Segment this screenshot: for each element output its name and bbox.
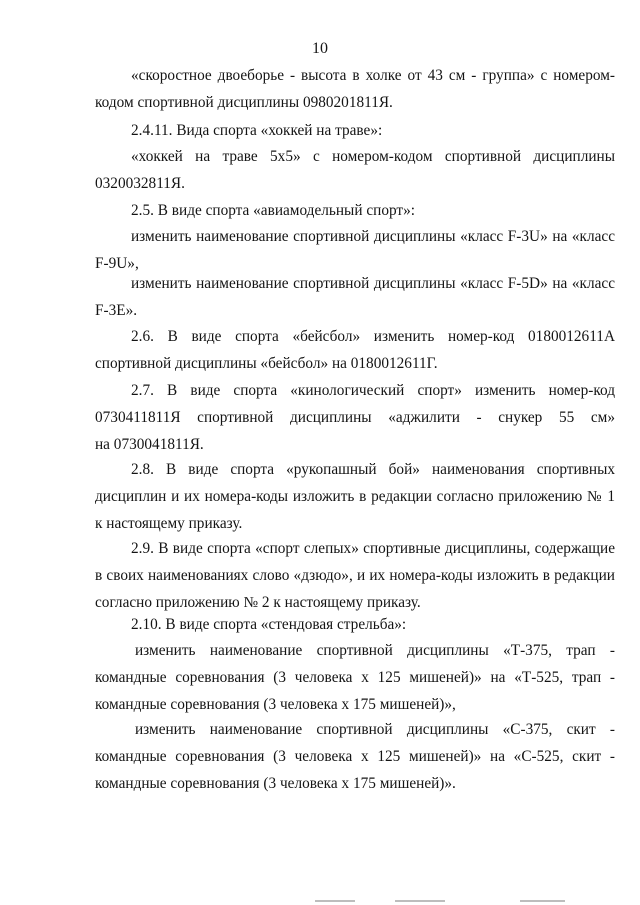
paragraph-item-2-6 xyxy=(95,323,615,377)
text-line: кодом спортивной дисциплины 0980201811Я. xyxy=(95,94,393,111)
text-line: 0320032811Я. xyxy=(95,175,185,192)
text-line: изменить наименование спортивной дисциплины «класс F-5D» на «класс xyxy=(131,275,615,292)
paragraph-speed-biathlon-code xyxy=(95,62,615,116)
paragraph-item-2-9 xyxy=(95,535,615,616)
text-line: согласно приложению № 2 к настоящему приказу. xyxy=(95,594,421,611)
text-line: изменить наименование спортивной дисциплины «Т-375, трап - xyxy=(135,642,615,659)
paragraph-item-2-7 xyxy=(95,377,615,458)
paragraph-field-hockey-discipline xyxy=(95,143,615,197)
text-line: «хоккей на траве 5х5» с номером-кодом спортивной дисциплины xyxy=(131,148,615,165)
scan-artifact xyxy=(395,900,445,902)
text-line: 2.8. В виде спорта «рукопашный бой» наименования спортивных xyxy=(131,461,615,478)
paragraph-f3u-rename xyxy=(95,223,615,277)
text-line: F-3E». xyxy=(95,302,138,319)
text-line: спортивной дисциплины «бейсбол» на 0180012611Г. xyxy=(95,355,438,372)
scan-artifact xyxy=(315,900,355,902)
text-line: 2.5. В виде спорта «авиамодельный спорт»: xyxy=(131,202,415,219)
text-line: командные соревнования (3 человека х 175 мишеней)», xyxy=(95,696,456,713)
text-line: изменить наименование спортивной дисциплины «С-375, скит - xyxy=(135,721,615,738)
text-line: командные соревнования (3 человека х 175 мишеней)». xyxy=(95,775,456,792)
page-number: 10 xyxy=(312,40,328,57)
paragraph-item-2-10 xyxy=(95,611,615,638)
paragraph-item-2-8 xyxy=(95,456,615,537)
paragraph-t375-rename xyxy=(95,637,615,718)
text-line: 2.9. В виде спорта «спорт слепых» спортивные дисциплины, содержащие xyxy=(131,540,615,557)
text-line: «скоростное двоеборье - высота в холке от 43 см - группа» с номером- xyxy=(131,67,615,84)
text-line: к настоящему приказу. xyxy=(95,515,243,532)
text-line: 2.7. В виде спорта «кинологический спорт» изменить номер-код xyxy=(131,382,615,399)
text-line: 0730411811Я спортивной дисциплины «аджилити - снукер 55 см» xyxy=(95,409,615,426)
text-line: командные соревнования (3 человека х 125 мишеней)» на «Т-525, трап - xyxy=(95,669,615,686)
text-line: F-9U», xyxy=(95,255,139,272)
text-line: 2.6. В виде спорта «бейсбол» изменить номер-код 0180012611А xyxy=(131,328,615,345)
text-line: 2.10. В виде спорта «стендовая стрельба»: xyxy=(131,616,407,633)
text-line: 2.4.11. Вида спорта «хоккей на траве»: xyxy=(131,122,383,139)
paragraph-f5d-rename xyxy=(95,270,615,324)
text-line: изменить наименование спортивной дисциплины «класс F-3U» на «класс xyxy=(131,228,615,245)
scan-artifact xyxy=(520,900,565,902)
text-line: командные соревнования (3 человека х 125 мишеней)» на «С-525, скит - xyxy=(95,748,615,765)
text-line: на 0730041811Я. xyxy=(95,436,204,453)
text-line: дисциплин и их номера-коды изложить в редакции согласно приложению № 1 xyxy=(95,488,615,505)
paragraph-item-2-5 xyxy=(95,197,615,224)
paragraph-c375-rename xyxy=(95,716,615,797)
paragraph-item-2-4-11 xyxy=(95,117,615,144)
text-line: в своих наименованиях слово «дзюдо», и их номера-коды изложить в редакции xyxy=(95,567,615,584)
